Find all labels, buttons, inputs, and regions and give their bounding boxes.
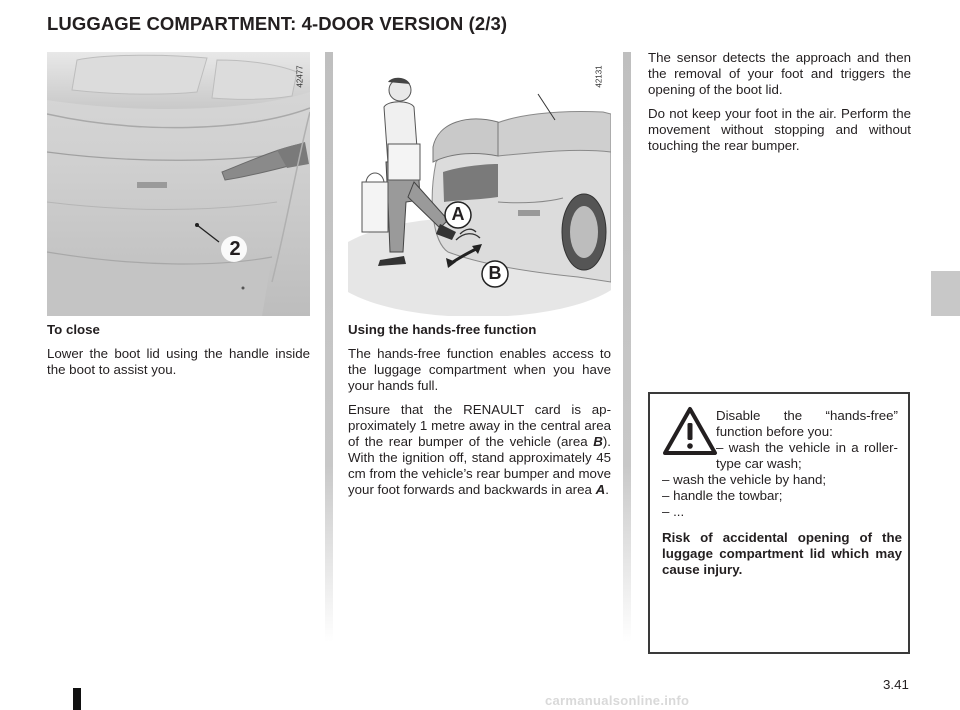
middle-column [348, 322, 611, 506]
figure-car-rear [47, 52, 310, 316]
area-a-ref: A [595, 482, 606, 497]
car-rear-illustration [47, 52, 310, 316]
hands-free-illustration [348, 52, 611, 316]
callout-b: B [488, 263, 502, 283]
warning-intro-text: Disable the “hands-free” function before you: [716, 408, 898, 439]
paragraph-foot-movement: Do not keep your foot in the air. Perform the movement without stopping and without touching the rear bumper. [648, 106, 911, 153]
warning-box [648, 392, 910, 654]
crop-mark [73, 688, 81, 710]
left-column [47, 322, 310, 386]
column-divider-left [325, 52, 333, 642]
warning-list [662, 472, 902, 520]
chapter-tab [931, 271, 960, 316]
column-divider-right [623, 52, 631, 642]
figure-hands-free [348, 52, 611, 316]
text-segment: . [605, 482, 609, 497]
warning-item-towbar: – handle the towbar; [662, 488, 783, 503]
text-segment: Ensure that the RENAULT card is approximately 1 metre away in the central area of the rear bumper of the vehicle (area [348, 402, 611, 449]
callout-a: A [451, 204, 465, 224]
warning-risk-text: Risk of accidental opening of the luggage compartment lid which may cause injury. [662, 530, 902, 577]
section-heading-hands-free: Using the hands-free function [348, 322, 537, 337]
paragraph-hands-free-instructions [348, 402, 611, 498]
page-title: LUGGAGE COMPARTMENT: 4-DOOR VERSION (2/3) [47, 13, 508, 34]
figure-number-middle: 42131 [594, 65, 604, 88]
figure-number-left: 42477 [295, 65, 305, 88]
paragraph-sensor: The sensor detects the approach and then the removal of your foot and triggers the opening of the boot lid. [648, 50, 911, 97]
warning-intro [716, 408, 898, 472]
warning-item-hand-wash: – wash the vehicle by hand; [662, 472, 827, 487]
watermark: carmanualsonline.info [545, 693, 690, 708]
area-b-ref: B [593, 434, 603, 449]
warning-item-car-wash: – wash the vehicle in a roller-type car wash; [716, 440, 898, 471]
warning-item-etc: – ... [662, 504, 685, 519]
page-number: 3.41 [883, 677, 909, 692]
paragraph-to-close: Lower the boot lid using the handle inside the boot to assist you. [47, 346, 310, 377]
paragraph-hands-free-intro: The hands-free function enables access to the luggage compartment when you have your hands full. [348, 346, 611, 393]
callout-2: 2 [229, 238, 241, 260]
section-heading-to-close: To close [47, 322, 100, 337]
text-segment: ). With the ignition off, stand approximately 45 cm from the vehicle’s rear bumper and move your foot forwards and backwards in area [348, 434, 611, 497]
right-column [648, 50, 911, 162]
warning-triangle-icon [662, 406, 718, 456]
